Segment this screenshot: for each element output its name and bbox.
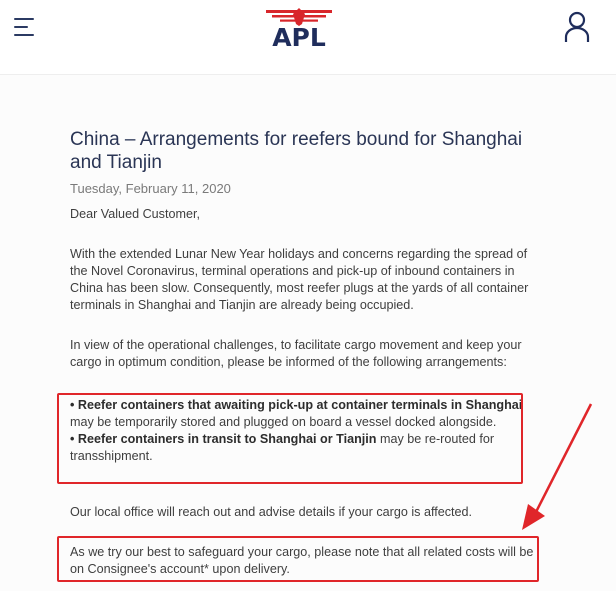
bullet-1-bold: • Reefer containers that awaiting pick-up at container terminals in Shanghai bbox=[70, 398, 523, 412]
apl-logo[interactable] bbox=[264, 8, 334, 54]
article-title: China – Arrangements for reefers bound for Shanghai and Tianjin bbox=[70, 129, 523, 173]
bullet-2-text: may be re-routed for transshipment. bbox=[70, 432, 495, 463]
paragraph-situation: With the extended Lunar New Year holidays and concerns regarding the spread of the Novel Coronavirus, terminal operations and pick-up of inbound containers in China has been slow. Consequently, most reefer plugs at the yards of all container terminals in Shanghai and Tianjin are already being occupied. bbox=[70, 247, 529, 312]
logo-text: APL bbox=[272, 23, 326, 52]
highlight-box-arrangements bbox=[57, 393, 523, 484]
greeting: Dear Valued Customer, bbox=[70, 207, 200, 221]
site-header bbox=[0, 0, 616, 75]
bullet-1-text: may be temporarily stored and plugged on board a vessel docked alongside. bbox=[70, 415, 497, 429]
arrow-icon bbox=[510, 402, 600, 534]
paragraph-challenges: In view of the operational challenges, to facilitate cargo movement and keep your cargo in optimum condition, please be informed of the following arrangements: bbox=[70, 338, 522, 369]
article-date: Tuesday, February 11, 2020 bbox=[70, 181, 231, 196]
highlight-box-costs bbox=[57, 536, 539, 582]
hamburger-menu-icon[interactable] bbox=[14, 18, 36, 38]
bullet-2-bold: • Reefer containers in transit to Shanghai or Tianjin bbox=[70, 432, 377, 446]
paragraph-costs-note: As we try our best to safeguard your cargo, please note that all related costs will be on Consignee's account* upon delivery. bbox=[70, 545, 534, 576]
paragraph-local-office: Our local office will reach out and advise details if your cargo is affected. bbox=[70, 505, 473, 519]
user-account-icon[interactable] bbox=[562, 11, 592, 43]
